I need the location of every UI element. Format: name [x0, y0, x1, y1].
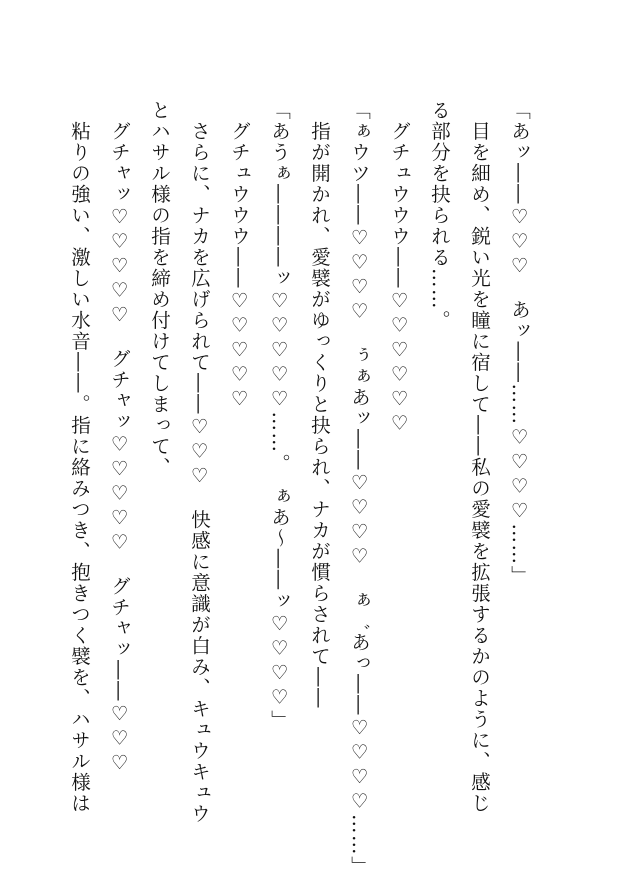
- text-line: グチュウウウ――♡♡♡♡♡♡: [388, 100, 411, 436]
- text-line: さらに、ナカを広げられて――♡♡♡ 快感に意識が白み、キュウキュウ: [188, 100, 211, 825]
- text-line: 指が開かれ、愛襞がゆっくりと抉られ、ナカが慣らされて――: [308, 100, 331, 709]
- text-line: 「あッ――♡♡♡ あッ――……♡♡♡♡……」: [508, 100, 531, 587]
- text-line: とハサル様の指を締め付けてしまって、: [148, 100, 171, 478]
- vertical-text-body: [59, 100, 539, 877]
- text-line: る部分を抉られる……。: [428, 100, 451, 331]
- text-line: グチュウウウ――♡♡♡♡♡: [228, 100, 251, 412]
- text-line: 目を細め、鋭い光を瞳に宿して――私の愛襞を拡張するかのように、感じ: [468, 100, 491, 814]
- text-line: 「あうぁ――――ッ♡♡♡♡♡……。 ぁあ〜――ッ♡♡♡♡」: [268, 100, 291, 731]
- text-line: 粘りの強い、激しい水音――。指に絡みつき、抱きつく襞を、ハサル様は: [68, 100, 91, 814]
- text-line: 「ぁウツ――♡♡♡♡ ぅぁあッ――♡♡♡♡ ぁ゛あっ――♡♡♡♡……」: [348, 100, 371, 877]
- text-line: グチャッ♡♡♡♡♡ グチャッ♡♡♡♡♡ グチャッ――♡♡♡: [108, 100, 131, 776]
